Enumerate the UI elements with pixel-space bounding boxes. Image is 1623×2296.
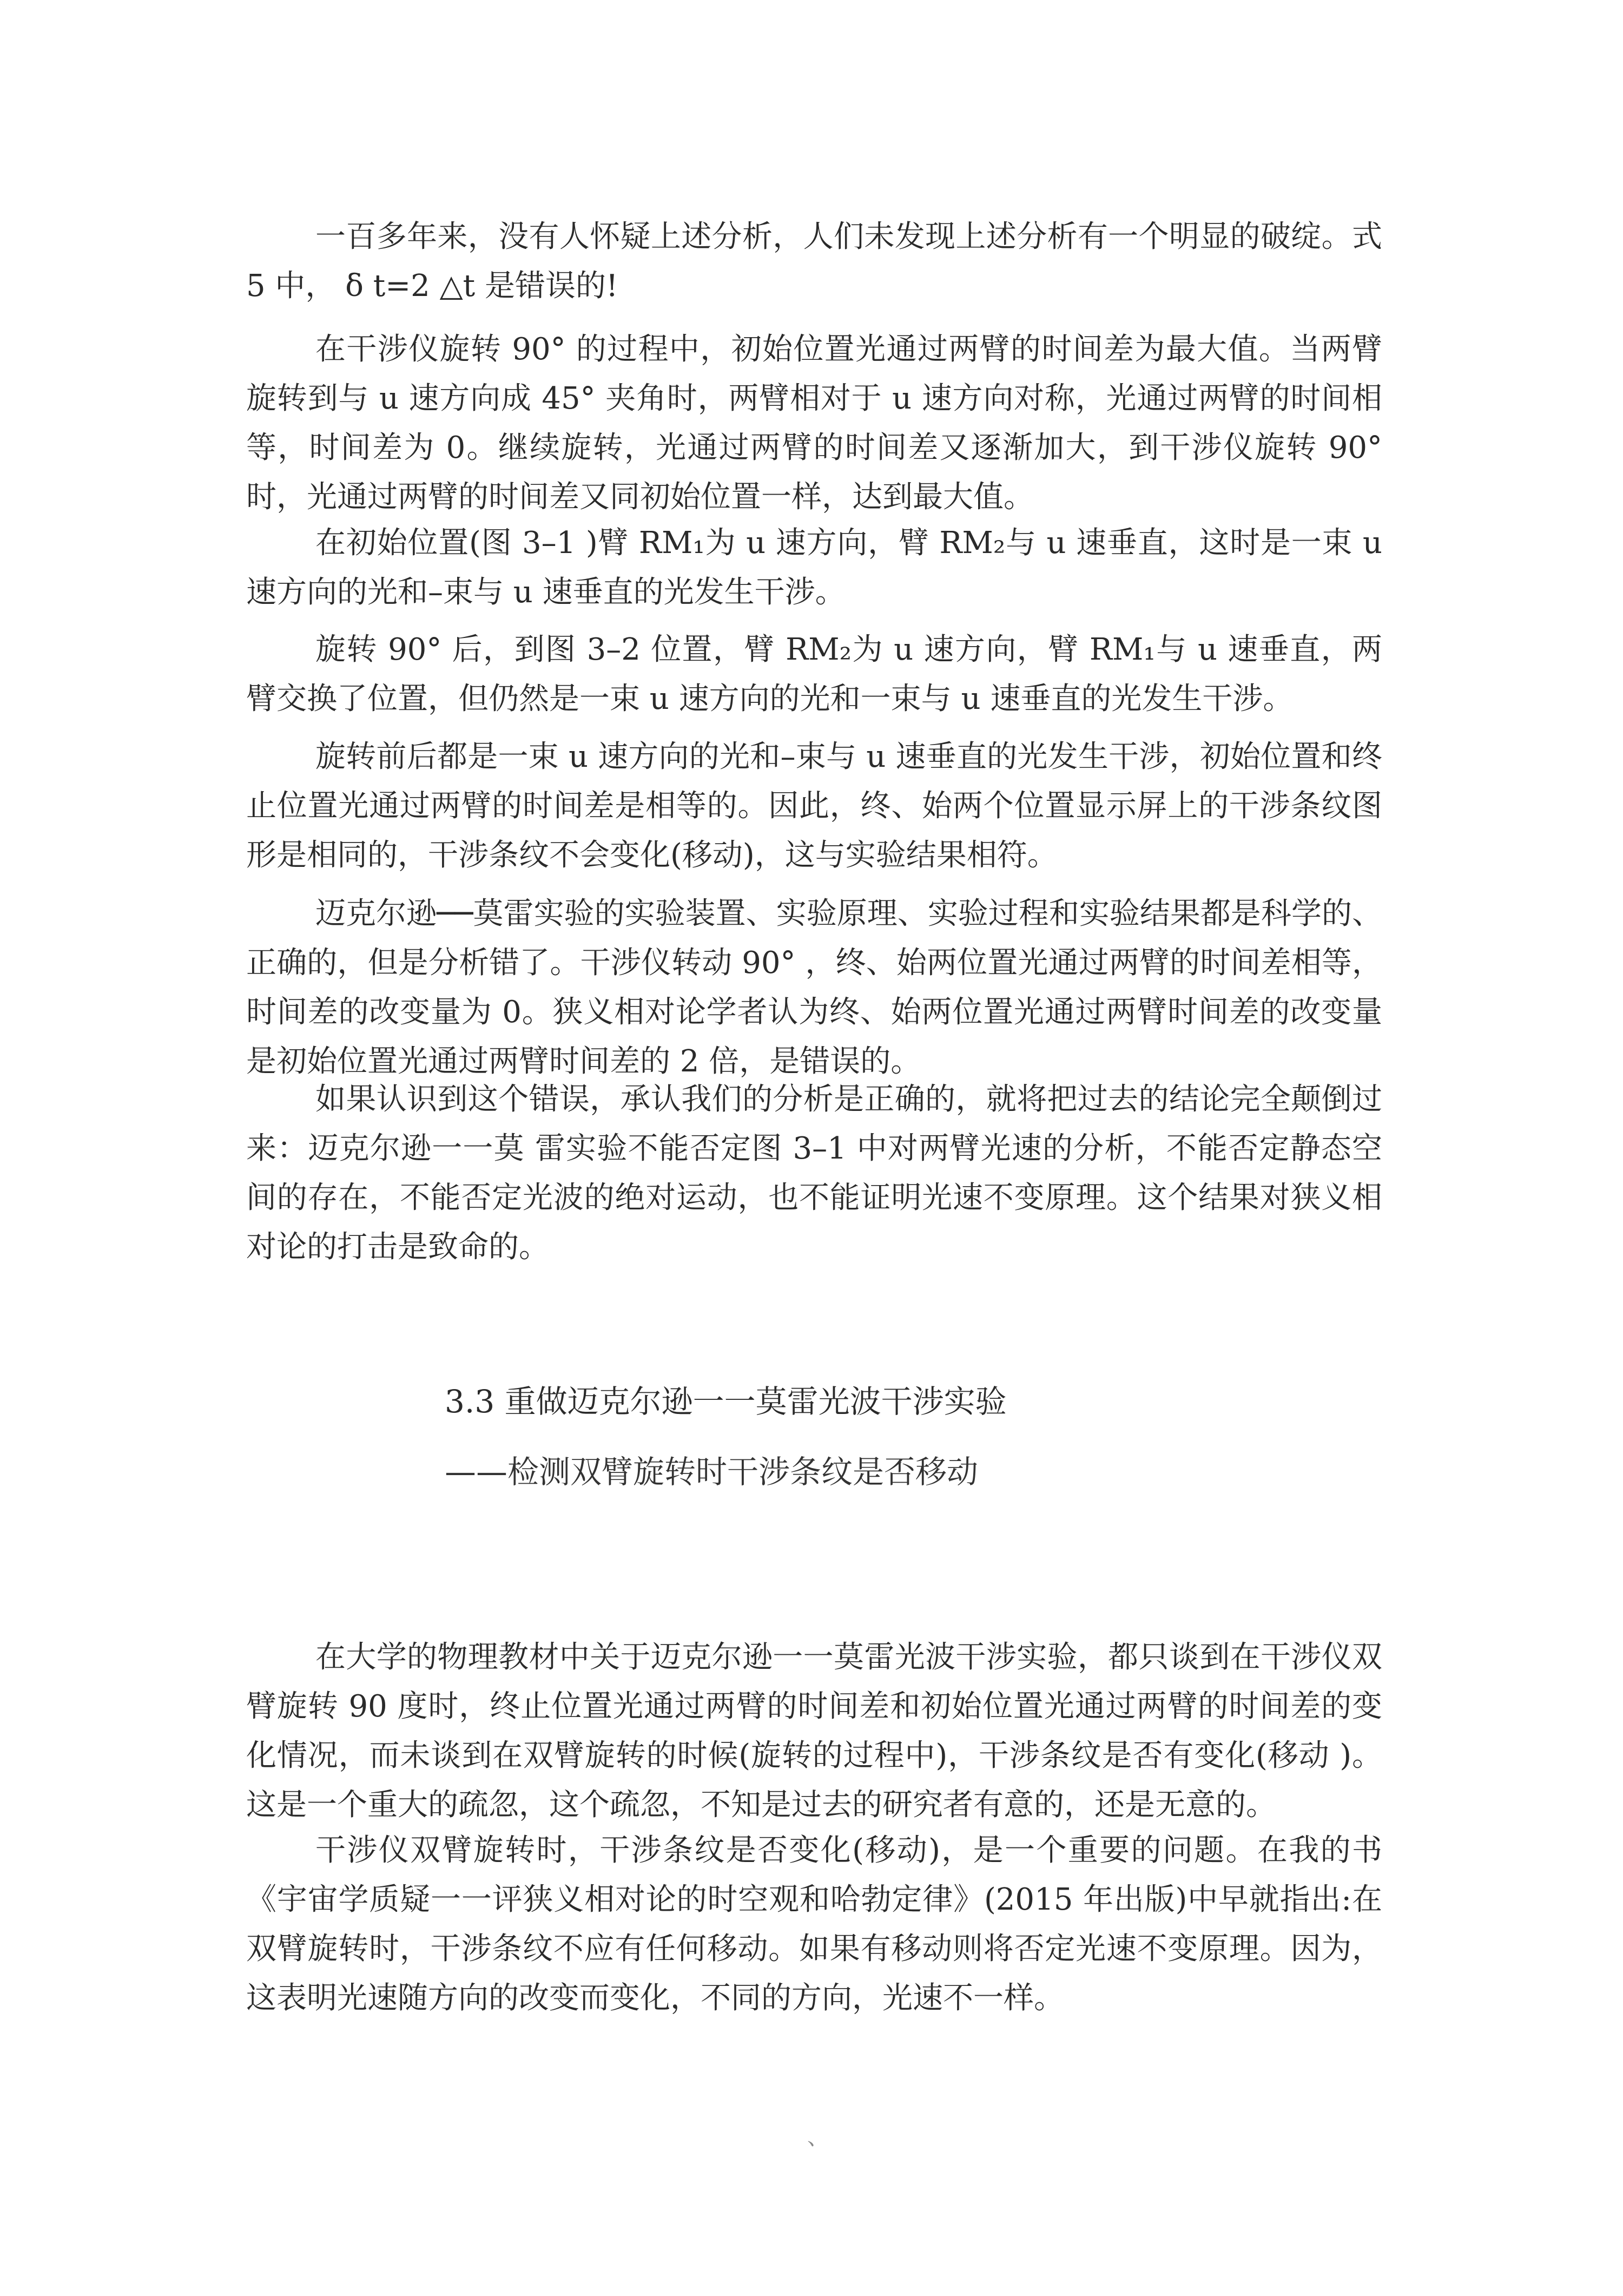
footer-mark: 、 (807, 2125, 829, 2150)
paragraph-9: 干涉仪双臂旋转时，干涉条纹是否变化(移动)，是一个重要的问题。在我的书《宇宙学质疑一一评狭义相对论的时空观和哈勃定律》(2015 年出版)中早就指出:在双臂旋转时，干涉条纹不应有任何移动。如果有移动则将否定光速不变原理。因为，这表明光速随方向的改变而变化，不同的方向，光速不一样。 (246, 1833, 1382, 2016)
paragraph-4: 旋转 90° 后，到图 3–2 位置，臂 RM₂为 u 速方向，臂 RM₁与 u 速垂直，两臂交换了位置，但仍然是一束 u 速方向的光和一束与 u 速垂直的光发生干涉。 (246, 632, 1382, 716)
paragraph-7: 如果认识到这个错误，承认我们的分析是正确的，就将把过去的结论完全颠倒过来：迈克尔逊一一莫 雷实验不能否定图 3–1 中对两臂光速的分析，不能否定静态空间的存在，不能否定光波的绝对运动，也不能证明光速不变原理。这个结果对狭义相对论的打击是致命的。 (246, 1082, 1382, 1265)
section-subtitle: ——检测双臂旋转时干涉条纹是否移动 (445, 1453, 979, 1490)
paragraph-8: 在大学的物理教材中关于迈克尔逊一一莫雷光波干涉实验，都只谈到在干涉仪双臂旋转 90 度时，终止位置光通过两臂的时间差和初始位置光通过两臂的时间差的变化情况，而未谈到在双臂旋转的时候(旋转的过程中)，干涉条纹是否有变化(移动 )。这是一个重大的疏忽，这个疏忽，不知是过去的研究者有意的，还是无意的。 (246, 1640, 1382, 1823)
section-title: 3.3 重做迈克尔逊一一莫雷光波干涉实验 (445, 1383, 1007, 1420)
paragraph-2: 在干涉仪旋转 90° 的过程中，初始位置光通过两臂的时间差为最大值。当两臂旋转到与 u 速方向成 45° 夹角时，两臂相对于 u 速方向对称，光通过两臂的时间相等，时间差为 0。继续旋转，光通过两臂的时间差又逐渐加大，到干涉仪旋转 90° 时，光通过两臂的时间差又同初始位置一样，达到最大值。 (246, 332, 1382, 515)
paragraph-1: 一百多年来，没有人怀疑上述分析，人们未发现上述分析有一个明显的破绽。式 5 中， δ t=2 △t 是错误的! (246, 219, 1382, 304)
paragraph-3: 在初始位置(图 3–1 )臂 RM₁为 u 速方向，臂 RM₂与 u 速垂直，这时是一束 u 速方向的光和–束与 u 速垂直的光发生干涉。 (246, 525, 1382, 610)
paragraph-5: 旋转前后都是一束 u 速方向的光和–束与 u 速垂直的光发生干涉，初始位置和终止位置光通过两臂的时间差是相等的。因此，终、始两个位置显示屏上的干涉条纹图形是相同的，干涉条纹不会变化(移动)，这与实验结果相符。 (246, 739, 1382, 873)
paragraph-6: 迈克尔逊──莫雷实验的实验装置、实验原理、实验过程和实验结果都是科学的、正确的，但是分析错了。干涉仪转动 90° ，终、始两位置光通过两臂的时间差相等，时间差的改变量为 0。狭义相对论学者认为终、始两位置光通过两臂时间差的改变量是初始位置光通过两臂时间差的 2 倍，是错误的。 (246, 896, 1382, 1079)
